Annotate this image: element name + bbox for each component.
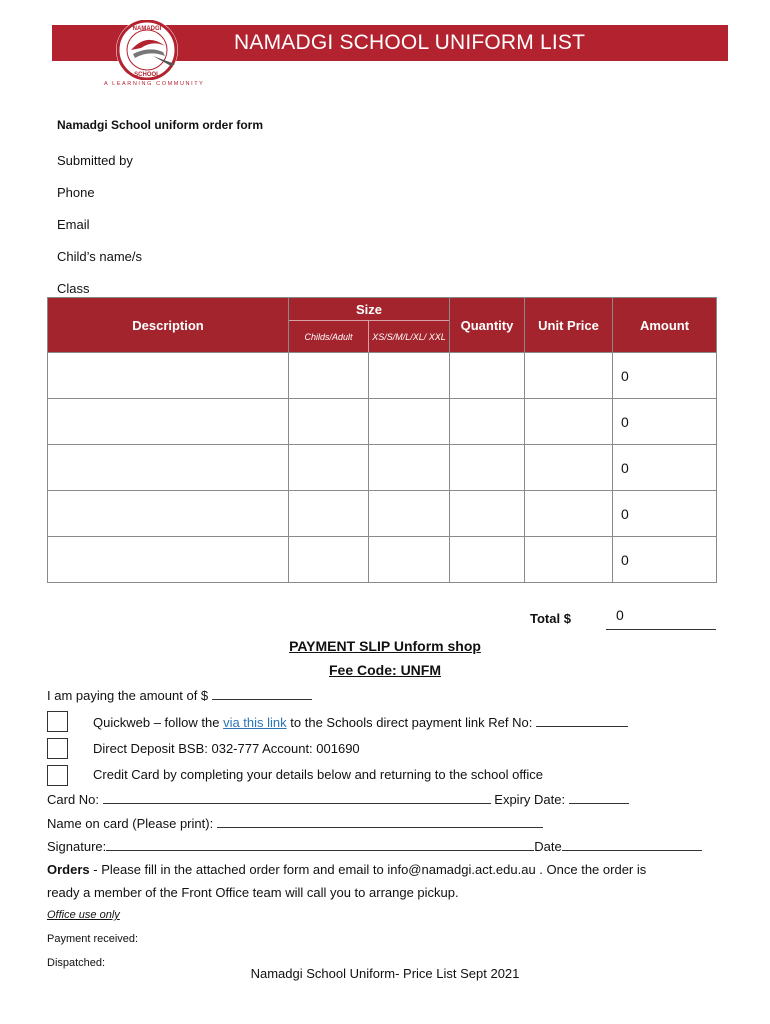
cell-amount: 0 (613, 399, 717, 445)
cell-amount: 0 (613, 445, 717, 491)
name-on-card-label: Name on card (Please print): (47, 816, 214, 831)
paying-amount-label: I am paying the amount of $ (47, 688, 209, 703)
name-on-card-line (47, 815, 543, 831)
cell-unit-price[interactable] (525, 445, 613, 491)
header-amount: Amount (613, 298, 717, 353)
ref-no-input[interactable] (536, 714, 628, 727)
cell-unit-price[interactable] (525, 353, 613, 399)
cell-unit-price[interactable] (525, 399, 613, 445)
cell-size-type[interactable] (289, 399, 369, 445)
cell-size[interactable] (369, 537, 450, 583)
size-label: Size (289, 298, 449, 321)
cell-size[interactable] (369, 445, 450, 491)
table-row (48, 399, 717, 445)
card-no-input[interactable] (103, 791, 491, 804)
total-label: Total $ (530, 611, 571, 626)
field-submitted-by: Submitted by (57, 153, 133, 168)
name-on-card-input[interactable] (217, 815, 543, 828)
cell-size-type[interactable] (289, 353, 369, 399)
field-email: Email (57, 217, 90, 232)
size-range: XS/S/M/L/XL/ XXL (372, 331, 446, 342)
header-unit-price: Unit Price (525, 298, 613, 353)
expiry-label: Expiry Date: (494, 792, 566, 807)
table-row (48, 537, 717, 583)
office-use-title: Office use only (47, 909, 120, 921)
quickweb-text-pre: Quickweb – follow the (93, 715, 224, 730)
cell-quantity[interactable] (450, 353, 525, 399)
field-childs-name: Child’s name/s (57, 249, 143, 264)
header-size (289, 298, 450, 353)
card-no-label: Card No: (47, 792, 100, 807)
payment-received-label: Payment received: (47, 933, 139, 945)
cell-description[interactable] (48, 445, 289, 491)
field-phone: Phone (57, 185, 95, 200)
cell-size[interactable] (369, 491, 450, 537)
footer-text: Namadgi School Uniform- Price List Sept 2021 (250, 966, 520, 981)
cell-size[interactable] (369, 399, 450, 445)
total-value: 0 (616, 607, 624, 623)
paying-amount-input[interactable] (212, 687, 312, 700)
signature-input[interactable] (106, 838, 534, 851)
logo-text-bottom: SCHOOL (134, 72, 160, 78)
orders-note (47, 862, 646, 877)
cell-unit-price[interactable] (525, 491, 613, 537)
cell-quantity[interactable] (450, 491, 525, 537)
orders-text: - Please fill in the attached order form and email to info@namadgi.act.edu.au . Once the order is (89, 862, 647, 877)
cell-description[interactable] (48, 537, 289, 583)
paying-amount-line (47, 687, 312, 703)
cell-size-type[interactable] (289, 491, 369, 537)
quickweb-option (93, 714, 628, 730)
credit-card-option: Credit Card by completing your details below and returning to the school office (93, 767, 543, 782)
cell-description[interactable] (48, 491, 289, 537)
cell-size-type[interactable] (289, 537, 369, 583)
cell-description[interactable] (48, 353, 289, 399)
orders-note-2: ready a member of the Front Office team will call you to arrange pickup. (47, 885, 459, 900)
signature-line (47, 838, 702, 854)
date-input[interactable] (562, 838, 702, 851)
cell-quantity[interactable] (450, 399, 525, 445)
order-table (47, 297, 717, 583)
direct-deposit-checkbox[interactable] (47, 738, 68, 759)
expiry-input[interactable] (569, 791, 629, 804)
cell-quantity[interactable] (450, 445, 525, 491)
logo-text-top: NAMADGI (132, 26, 162, 32)
direct-deposit-option: Direct Deposit BSB: 032-777 Account: 001690 (93, 741, 360, 756)
total-underline (606, 629, 716, 630)
quickweb-link[interactable]: via this link (223, 715, 287, 730)
card-details-line (47, 791, 629, 807)
form-title: Namadgi School uniform order form (57, 118, 264, 132)
table-row (48, 445, 717, 491)
payment-heading: PAYMENT SLIP Unform shop (289, 638, 481, 654)
fee-code-heading: Fee Code: UNFM (329, 662, 441, 678)
cell-amount: 0 (613, 353, 717, 399)
date-label: Date (534, 839, 562, 854)
cell-quantity[interactable] (450, 537, 525, 583)
size-childs-adult: Childs/Adult (289, 321, 369, 352)
header-description: Description (48, 298, 289, 353)
quickweb-checkbox[interactable] (47, 711, 68, 732)
table-row (48, 353, 717, 399)
cell-size-type[interactable] (289, 445, 369, 491)
field-class: Class (57, 281, 90, 296)
signature-label: Signature: (47, 839, 107, 854)
header-quantity: Quantity (450, 298, 525, 353)
cell-amount: 0 (613, 491, 717, 537)
credit-card-checkbox[interactable] (47, 765, 68, 786)
school-logo (109, 20, 187, 80)
cell-size[interactable] (369, 353, 450, 399)
quickweb-text-post: to the Schools direct payment link Ref No: (286, 715, 533, 730)
cell-amount: 0 (613, 537, 717, 583)
table-row (48, 491, 717, 537)
dispatched-label: Dispatched: (47, 957, 106, 969)
cell-unit-price[interactable] (525, 537, 613, 583)
page-title: NAMADGI SCHOOL UNIFORM LIST (234, 31, 586, 54)
orders-label: Orders (47, 862, 90, 877)
tagline: A LEARNING COMMUNITY (104, 81, 205, 87)
cell-description[interactable] (48, 399, 289, 445)
